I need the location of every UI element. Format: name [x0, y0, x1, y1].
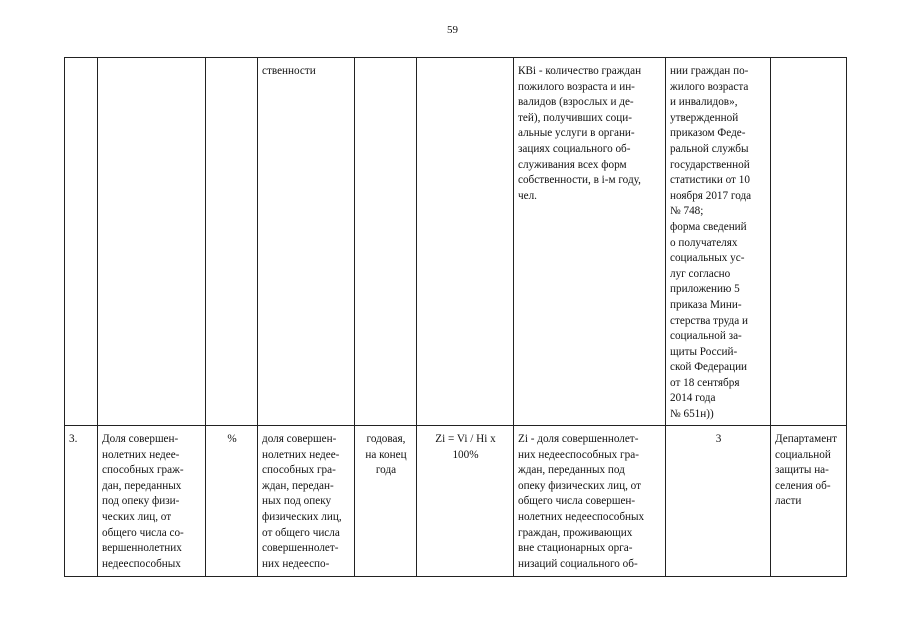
formula-cell: Zi = Vi / Hi x 100% — [417, 426, 514, 577]
page-number: 59 — [447, 24, 458, 36]
period-cell: годовая, на конец года — [355, 426, 417, 577]
indicator-name-cell — [98, 58, 206, 426]
responsible-cell — [771, 58, 847, 426]
unit-cell — [206, 58, 258, 426]
source-cell: нии граждан по- жилого возраста и инвалидов», утвержденной приказом Феде- ральной службы государственной статистики от 10 ноября 2017 года № 748; форма сведений о получателях социальных ус- луг согласно приложению 5 приказа Мини- стерства труда и социальной за- щиты Россий- ской Федерации от 18 сентября 2014 года № 651н)) — [666, 58, 771, 426]
period-cell — [355, 58, 417, 426]
row-number-cell: 3. — [65, 426, 98, 577]
variables-cell: КВi - количество граждан пожилого возраста и ин- валидов (взрослых и де- тей), получивших соци- альные услуги в органи- зациях социального об- служивания всех форм собственности, в i-м году, чел. — [514, 58, 666, 426]
indicator-name-cell: Доля совершен- нолетних недее- способных граж- дан, переданных под опеку физи- ческих лиц, от общего числа со- вершеннолетних недееспособных — [98, 426, 206, 577]
responsible-cell: Департамент социальной защиты на- селения об- ласти — [771, 426, 847, 577]
table-row — [65, 426, 847, 577]
variables-cell: Zi - доля совершеннолет- них недееспособных гра- ждан, переданных под опеку физических лиц, от общего числа совершен- нолетних недееспособных граждан, проживающих вне стационарных орга- низаций социального об- — [514, 426, 666, 577]
unit-cell: % — [206, 426, 258, 577]
row-number-cell — [65, 58, 98, 426]
table-row — [65, 58, 847, 426]
indicator-table — [64, 57, 847, 577]
definition-cell: доля совершен- нолетних недее- способных гра- ждан, передан- ных под опеку физических лиц, от общего числа совершеннолет- них недееспо- — [258, 426, 355, 577]
formula-cell — [417, 58, 514, 426]
definition-cell: ственности — [258, 58, 355, 426]
source-cell: 3 — [666, 426, 771, 577]
